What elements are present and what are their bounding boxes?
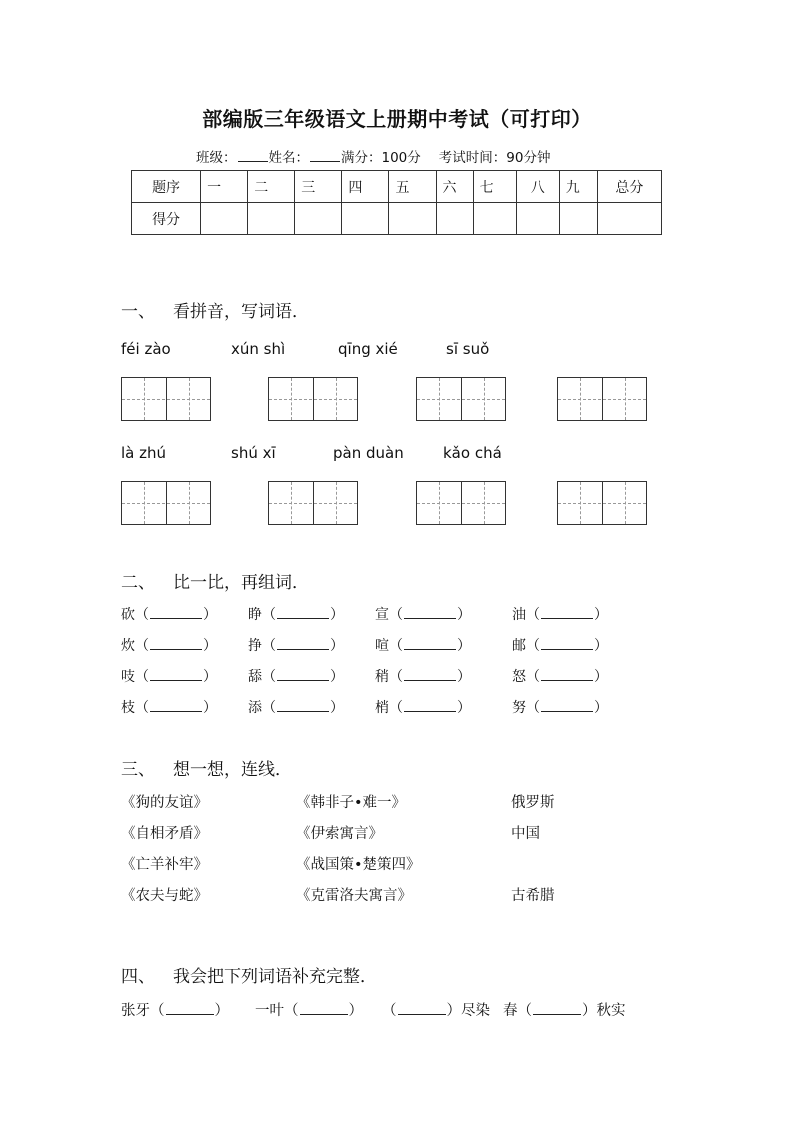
section-title: 想一想，连线．: [173, 760, 292, 780]
pinyin-label: qīng xié: [338, 340, 398, 358]
pinyin-label: shú xī: [231, 444, 276, 462]
score-input-cell[interactable]: [559, 203, 597, 235]
match-item-country[interactable]: 古希腊: [511, 888, 555, 904]
match-item-country[interactable]: 中国: [511, 826, 540, 842]
writing-grid[interactable]: [557, 481, 647, 525]
compare-item: 宣（ ）: [375, 607, 471, 623]
match-item-story[interactable]: 《自相矛盾》: [121, 826, 208, 842]
section-number: 四、: [121, 967, 155, 987]
compare-char: 炊: [121, 638, 135, 654]
answer-blank[interactable]: [277, 668, 329, 681]
match-item-story[interactable]: 《狗的友谊》: [121, 795, 208, 811]
table-cell: 三: [295, 171, 342, 203]
writing-grid[interactable]: [557, 377, 647, 421]
match-item-story[interactable]: 《亡羊补牢》: [121, 857, 208, 873]
name-label: 姓名：: [268, 150, 309, 166]
table-cell: 五: [389, 171, 436, 203]
pinyin-label: là zhú: [121, 444, 167, 462]
answer-blank[interactable]: [166, 1002, 214, 1015]
table-cell: 六: [436, 171, 473, 203]
compare-char: 怒: [512, 669, 526, 685]
table-cell: 四: [342, 171, 389, 203]
table-cell: 总分: [597, 171, 661, 203]
section-number: 三、: [121, 760, 155, 780]
compare-char: 油: [512, 607, 526, 623]
name-blank[interactable]: [310, 149, 340, 162]
compare-item: 吱（ ）: [121, 669, 217, 685]
section1-heading: [121, 297, 309, 322]
compare-item: 挣（ ）: [248, 638, 344, 654]
compare-char: 努: [512, 700, 526, 716]
writing-grid[interactable]: [121, 377, 211, 421]
match-item-story[interactable]: 《农夫与蛇》: [121, 888, 208, 904]
answer-blank[interactable]: [541, 606, 593, 619]
compare-char: 睁: [248, 607, 262, 623]
section2-heading: [121, 568, 309, 593]
compare-item: 枝（ ）: [121, 700, 217, 716]
compare-item: 喧（ ）: [375, 638, 471, 654]
compare-item: 舔（ ）: [248, 669, 344, 685]
score-input-cell[interactable]: [436, 203, 473, 235]
section4-heading: [121, 962, 377, 987]
answer-blank[interactable]: [541, 668, 593, 681]
pinyin-label: xún shì: [231, 340, 286, 358]
score-table: [131, 170, 662, 235]
answer-blank[interactable]: [277, 699, 329, 712]
table-cell: 一: [201, 171, 248, 203]
answer-blank[interactable]: [277, 637, 329, 650]
table-cell: 八: [516, 171, 559, 203]
answer-blank[interactable]: [150, 699, 202, 712]
compare-item: 稍（ ）: [375, 669, 471, 685]
idiom-item: 一叶（ ）: [255, 1003, 363, 1019]
table-cell: 题序: [132, 171, 201, 203]
score-input-cell[interactable]: [201, 203, 248, 235]
match-item-country[interactable]: 俄罗斯: [511, 795, 555, 811]
exam-info: [196, 146, 550, 166]
table-cell: 九: [559, 171, 597, 203]
compare-item: 砍（ ）: [121, 607, 217, 623]
compare-item: 添（ ）: [248, 700, 344, 716]
idiom-item: 春（ ）秋实: [503, 1003, 626, 1019]
pinyin-label: féi zào: [121, 340, 171, 358]
compare-item: 炊（ ）: [121, 638, 217, 654]
compare-char: 挣: [248, 638, 262, 654]
match-item-source[interactable]: 《战国策•楚策四》: [296, 857, 421, 873]
page-title: 部编版三年级语文上册期中考试（可打印）: [202, 107, 592, 131]
compare-char: 喧: [375, 638, 389, 654]
pinyin-label: kǎo chá: [443, 444, 502, 462]
score-input-cell[interactable]: [295, 203, 342, 235]
answer-blank[interactable]: [404, 699, 456, 712]
writing-grid[interactable]: [121, 481, 211, 525]
idiom-item: 张牙（ ）: [121, 1003, 229, 1019]
compare-item: 努（ ）: [512, 700, 608, 716]
match-item-source[interactable]: 《克雷洛夫寓言》: [296, 888, 412, 904]
writing-grid[interactable]: [268, 481, 358, 525]
compare-item: 油（ ）: [512, 607, 608, 623]
pinyin-label: sī suǒ: [446, 340, 490, 358]
compare-char: 砍: [121, 607, 135, 623]
class-label: 班级：: [196, 150, 237, 166]
answer-blank[interactable]: [150, 606, 202, 619]
compare-char: 吱: [121, 669, 135, 685]
answer-blank[interactable]: [541, 699, 593, 712]
class-blank[interactable]: [238, 149, 268, 162]
exam-time: 考试时间：90分钟: [438, 150, 551, 166]
score-input-cell[interactable]: [597, 203, 661, 235]
writing-grid[interactable]: [416, 377, 506, 421]
table-cell: 七: [473, 171, 516, 203]
writing-grid[interactable]: [416, 481, 506, 525]
compare-char: 梢: [375, 700, 389, 716]
section-title: 看拼音，写词语．: [173, 302, 309, 322]
score-input-cell[interactable]: [516, 203, 559, 235]
answer-blank[interactable]: [300, 1002, 348, 1015]
compare-char: 添: [248, 700, 262, 716]
compare-item: 怒（ ）: [512, 669, 608, 685]
table-row-header: [132, 171, 662, 203]
section3-heading: [121, 755, 292, 780]
match-item-source[interactable]: 《伊索寓言》: [296, 826, 383, 842]
table-cell: 二: [248, 171, 295, 203]
writing-grid[interactable]: [268, 377, 358, 421]
score-input-cell[interactable]: [342, 203, 389, 235]
score-input-cell[interactable]: [473, 203, 516, 235]
pinyin-label: pàn duàn: [333, 444, 404, 462]
compare-char: 宣: [375, 607, 389, 623]
answer-blank[interactable]: [404, 606, 456, 619]
idiom-item: （ ）尽染: [382, 1003, 490, 1019]
table-row-score: [132, 203, 662, 235]
score-input-cell[interactable]: [389, 203, 436, 235]
compare-char: 舔: [248, 669, 262, 685]
section-title: 比一比，再组词．: [173, 573, 309, 593]
answer-blank[interactable]: [150, 637, 202, 650]
answer-blank[interactable]: [404, 637, 456, 650]
section-number: 二、: [121, 573, 155, 593]
compare-char: 稍: [375, 669, 389, 685]
answer-blank[interactable]: [398, 1002, 446, 1015]
section-number: 一、: [121, 302, 155, 322]
answer-blank[interactable]: [150, 668, 202, 681]
answer-blank[interactable]: [533, 1002, 581, 1015]
answer-blank[interactable]: [541, 637, 593, 650]
full-score: 满分：100分: [341, 150, 421, 166]
table-cell: 得分: [132, 203, 201, 235]
score-input-cell[interactable]: [248, 203, 295, 235]
match-item-source[interactable]: 《韩非子•难一》: [296, 795, 407, 811]
compare-item: 睁（ ）: [248, 607, 344, 623]
compare-item: 梢（ ）: [375, 700, 471, 716]
answer-blank[interactable]: [277, 606, 329, 619]
answer-blank[interactable]: [404, 668, 456, 681]
compare-item: 邮（ ）: [512, 638, 608, 654]
compare-char: 枝: [121, 700, 135, 716]
section-title: 我会把下列词语补充完整．: [173, 967, 377, 987]
compare-char: 邮: [512, 638, 526, 654]
